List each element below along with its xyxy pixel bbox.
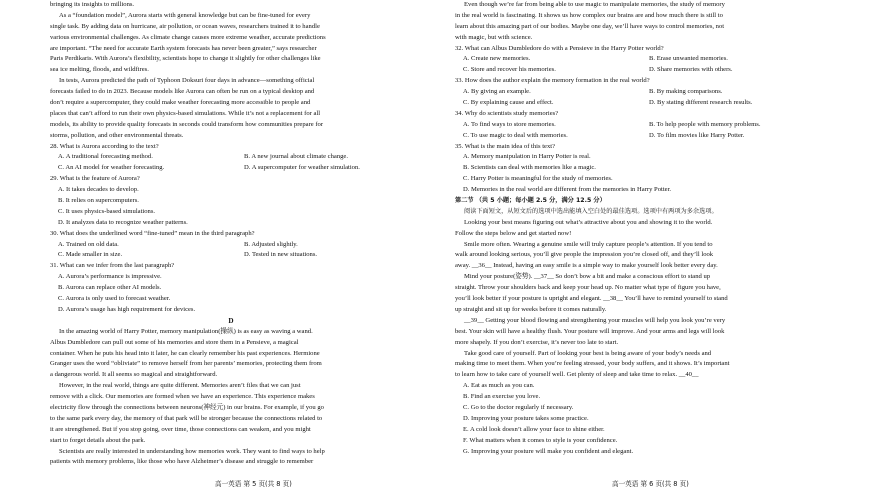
text-line: D. Aurora’s usage has high requirement for devices. (58, 305, 196, 313)
text-line: A. It takes decades to develop. (58, 186, 139, 194)
text-line: E. A cold look doesn’t allow your face to shine either. (463, 425, 605, 433)
option-text: A. To find ways to store memories. (463, 120, 556, 128)
text-line: Take good care of yourself. Part of looking your best is being aware of your body’s needs and (464, 349, 712, 357)
option-pair (455, 98, 821, 109)
text-line: Scientists are really interested in understanding how memories work. They want to find ways to help (59, 447, 325, 455)
text-line: B. It relies on supercomputers. (58, 197, 139, 205)
text-line: 第二节 （共 5 小题；每小题 2.5 分，满分 12.5 分） (455, 197, 606, 205)
text-line: 31. What can we infer from the last paragraph? (50, 262, 175, 270)
option-text: A. Create new memories. (463, 55, 531, 63)
text-line: Mind your posture(姿势). __37__ So don’t bow a bit and make a conscious effort to stand up (464, 273, 711, 281)
text-line: Granger uses the word “obliviate” to remove herself from her parents’ memories, protecting them from (50, 360, 322, 368)
text-line: A. Eat as much as you can. (463, 382, 535, 390)
option-text: B. A new journal about climate change. (244, 153, 349, 161)
left-column (50, 0, 412, 468)
option-text: C. Store and recover his memories. (463, 66, 556, 74)
option-pair (50, 163, 412, 174)
text-line: Even though we’re far from being able to use magic to manipulate memories, the study of memory (464, 1, 725, 8)
text-line: up straight and sit up for weeks before it comes naturally. (455, 305, 607, 313)
text-line: __39__ Getting your blood flowing and strengthening your muscles will help you look you’re very (464, 316, 726, 324)
text-line: various environmental challenges. As climate change causes more extreme weather, accurate predictions (50, 33, 326, 41)
text-line: 28. What is Aurora according to the text? (50, 142, 159, 150)
text-line: B. Aurora can replace other AI models. (58, 284, 162, 292)
text-line: 33. How does the author explain the memory formation in the real world? (455, 77, 650, 85)
text-line: start to forget details about the park. (50, 436, 146, 444)
right-column (455, 0, 821, 457)
text-line: However, in the real world, things are quite different. Memories aren’t files that we can just (59, 382, 301, 390)
option-pair (50, 152, 412, 163)
text-line: walk around looking serious, you’ll give people the impression you’re closed off, and they’ll look (455, 251, 714, 259)
text-line: A. Aurora’s performance is impressive. (58, 273, 162, 281)
page-footer-right: 高一英语 第 6 页(共 8 页) (612, 480, 689, 488)
text-line: it are strengthened. But if you stop going, over time, those connections can weaken, and you might (50, 425, 311, 433)
option-text: B. Erase unwanted memories. (649, 55, 728, 63)
option-text: C. An AI model for weather forecasting. (58, 164, 165, 172)
text-line: In the amazing world of Harry Potter, memory manipulation(操纵) is as easy as waving a wand. (59, 327, 313, 335)
text-line: straight. Throw your shoulders back and keep your head up. No matter what type of figure you have, (455, 284, 721, 292)
option-text: D. Tested in new situations. (244, 251, 318, 259)
option-text: D. A supercomputer for weather simulation. (244, 164, 360, 172)
text-line: B. Find an exercise you love. (463, 393, 541, 401)
text-line: don’t require a supercomputer, they could make weather forecasting more accessible to people and (50, 99, 311, 107)
option-text: D. By stating different research results. (649, 99, 753, 107)
text-line: away. __36__ Instead, having an easy smile is a simple way to make yourself look better every day. (455, 262, 718, 270)
option-pair (455, 87, 821, 98)
option-text: A. Trained on old data. (58, 240, 119, 248)
text-line: a dangerous world. It all seems so magical and straightforward. (50, 371, 218, 379)
text-line: to learn how to take care of yourself well. Get plenty of sleep and take time to relax. __40__ (455, 371, 699, 379)
text-line: Looking your best means figuring out what’s attractive about you and showing it to the world. (464, 218, 713, 226)
text-line: models, its ability to provide quality forecasts in seconds could transform how communities prepare for (50, 120, 324, 128)
text-line: 30. What does the underlined word “fine-tuned” mean in the third paragraph? (50, 229, 255, 237)
option-text: C. To use magic to deal with memories. (463, 131, 568, 139)
text-line: B. Scientists can deal with memories like a magic. (463, 164, 596, 172)
text-line: 34. Why do scientists study memories? (455, 109, 559, 117)
text-line: making time to meet them. When you’re feeling stressed, your body suffers, and it shows. It’s important (455, 360, 730, 368)
option-text: B. By making comparisons. (649, 88, 723, 96)
option-text: D. To film movies like Harry Potter. (649, 131, 745, 139)
option-text: D. Share memories with others. (649, 66, 733, 74)
text-line: in the real world is fascinating. It shows us how complex our brains are and how much there is still to (455, 11, 723, 19)
text-line: best. Your skin will have a healthy flush. Your posture will improve. And your arms and legs will look (455, 327, 725, 335)
text-line: Albus Dumbledore can pull out some of his memories and store them in a Pensieve, a magical (50, 338, 299, 346)
option-text: B. Adjusted slightly. (244, 240, 298, 248)
text-line: D. It analyzes data to recognize weather patterns. (58, 218, 188, 226)
text-line: sea ice melting, floods, and wildfires. (50, 66, 149, 74)
text-line: container. When he puts his head into it later, he can clearly remember his past experiences. Hermione (50, 349, 320, 357)
text-line: In tests, Aurora predicted the path of Typhoon Doksuri four days in advance—something official (59, 77, 315, 85)
option-text: A. By giving an example. (463, 88, 531, 96)
text-line: 32. What can Albus Dumbledore do with a Pensieve in the Harry Potter world? (455, 44, 664, 52)
text-line: remove with a click. Our memories are formed when we have an experience. This experience makes (50, 393, 315, 401)
text-line: patients with memory problems, like those who have Alzheimer’s disease and struggle to remember (50, 458, 314, 466)
text-line: D (228, 316, 234, 325)
option-pair (455, 131, 821, 142)
text-line: are important. “The need for accurate Earth system forecasts has never been greater,” says researcher (50, 44, 317, 52)
text-line: 29. What is the feature of Aurora? (50, 175, 140, 183)
text-line: places that can’t afford to run their own physics-based simulations. While it’s not a replacement for all (50, 109, 321, 117)
option-pair (50, 250, 412, 261)
text-line: Paris Perdikaris. With Aurora’s flexibility, scientists hope to change it slightly for other challenges like (50, 55, 321, 63)
option-text: B. To help people with memory problems. (649, 120, 761, 128)
text-line: more shapely. If you don’t exercise, it’s never too late to start. (455, 338, 619, 346)
option-pair (455, 120, 821, 131)
text-line: 阅读下面短文，从短文后的选项中选出能填入空白处的最佳选项。选项中有两项为多余选项。 (464, 207, 718, 215)
text-line: C. Harry Potter is meaningful for the study of memories. (463, 175, 613, 183)
text-line: C. It uses physics-based simulations. (58, 207, 156, 215)
text-line: C. Aurora is only used to forecast weather. (58, 295, 171, 303)
text-line: D. Improving your posture takes some practice. (463, 414, 589, 422)
option-text: A. A traditional forecasting method. (58, 153, 153, 161)
text-line: to the same park every day, the memory of that park will be stronger because the connections related to (50, 414, 323, 422)
option-pair (455, 65, 821, 76)
page-footer-left: 高一英语 第 5 页(共 8 页) (215, 480, 292, 488)
option-pair (455, 54, 821, 65)
text-line: F. What matters when it comes to style is your confidence. (463, 436, 618, 444)
text-line: learn about this amazing part of our bodies. Maybe one day, we’ll have ways to control memories, not (455, 22, 725, 30)
text-line: G. Improving your posture will make you confident and elegant. (463, 447, 634, 455)
text-line: forecasts failed to do in 2023. Because models like Aurora can often be run on a typical desktop and (50, 88, 315, 96)
text-line: single task. By adding data on hurricane, air pollution, or ocean waves, researchers trained it to handle (50, 22, 320, 30)
text-line: Follow the steps below and get started now! (455, 229, 572, 237)
option-text: C. By explaining cause and effect. (463, 99, 554, 107)
text-line: C. Go to the doctor regularly if necessary. (463, 403, 574, 411)
text-line: D. Memories in the real world are different from the memories in Harry Potter. (463, 186, 672, 194)
text-line: storms, pollution, and other environmental threats. (50, 131, 184, 139)
text-line: you’ll look better if your posture is upright and elegant. __38__ You’ll have to remind yourself to stand (455, 295, 728, 303)
text-line: As a “foundation model”, Aurora starts with general knowledge but can be fine-tuned for every (59, 11, 311, 19)
text-line: with magic, but with science. (455, 33, 533, 41)
text-line: Smile more often. Wearing a genuine smile will truly capture people’s attention. If you tend to (464, 240, 713, 248)
text-line: electricity flow through the connections between neurons(神经元) in our brains. For example, if you go (50, 403, 324, 411)
text-line: 35. What is the main idea of this text? (455, 142, 556, 150)
option-pair (50, 240, 412, 251)
text-line: bringing its insights to millions. (50, 1, 135, 8)
option-text: C. Made smaller in size. (58, 251, 123, 259)
text-line: A. Memory manipulation in Harry Potter is real. (463, 153, 591, 161)
